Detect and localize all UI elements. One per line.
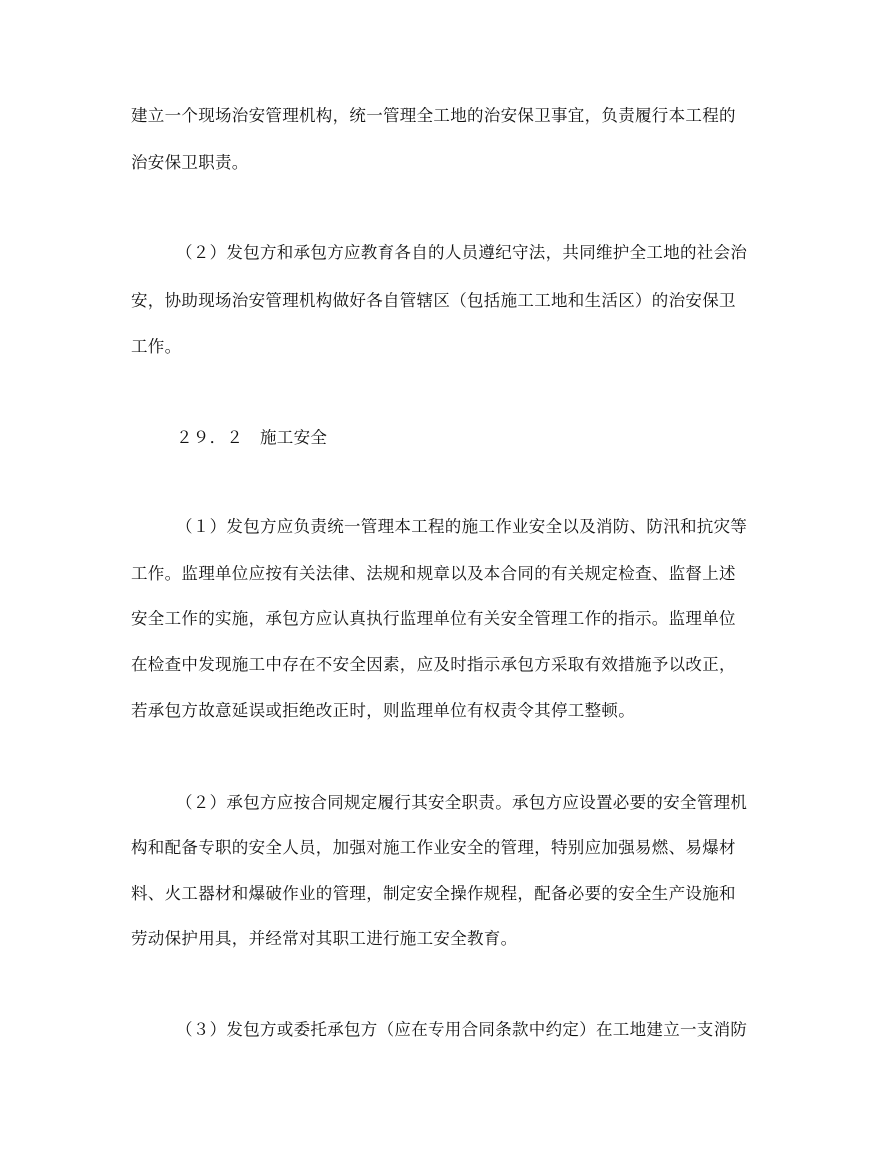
- paragraph-2-line-1: （２）发包方和承包方应教育各自的人员遵纪守法，共同维护全工地的社会治: [176, 243, 748, 262]
- paragraph-4-line-4: 劳动保护用具，并经常对其职工进行施工安全教育。: [131, 929, 518, 948]
- paragraph-3-line-5: 若承包方故意延误或拒绝改正时，则监理单位有权责令其停工整顿。: [131, 701, 635, 720]
- paragraph-3-line-2: 工作。监理单位应按有关法律、法规和规章以及本合同的有关规定检查、监督上述: [131, 564, 736, 583]
- paragraph-1-line-1: 建立一个现场治安管理机构，统一管理全工地的治安保卫事宜，负责履行本工程的: [131, 106, 736, 125]
- paragraph-2-line-2: 安，协助现场治安管理机构做好各自管辖区（包括施工工地和生活区）的治安保卫: [131, 291, 736, 310]
- paragraph-3-line-4: 在检查中发现施工中存在不安全因素，应及时指示承包方采取有效措施予以改正，: [131, 655, 736, 674]
- paragraph-2-line-3: 工作。: [131, 337, 182, 356]
- paragraph-4-line-3: 料、火工器材和爆破作业的管理，制定安全操作规程，配备必要的安全生产设施和: [131, 884, 736, 903]
- paragraph-5-line-1: （３）发包方或委托承包方（应在专用合同条款中约定）在工地建立一支消防: [176, 1020, 748, 1039]
- paragraph-4-line-2: 构和配备专职的安全人员，加强对施工作业安全的管理，特别应加强易燃、易爆材: [131, 838, 736, 857]
- paragraph-3-line-3: 安全工作的实施，承包方应认真执行监理单位有关安全管理工作的指示。监理单位: [131, 609, 736, 628]
- paragraph-4-line-1: （２）承包方应按合同规定履行其安全职责。承包方应设置必要的安全管理机: [176, 793, 748, 812]
- paragraph-3-line-1: （１）发包方应负责统一管理本工程的施工作业安全以及消防、防汛和抗灾等: [176, 517, 748, 536]
- section-heading: ２９．２ 施工安全: [176, 428, 328, 447]
- paragraph-1-line-2: 治安保卫职责。: [131, 153, 249, 172]
